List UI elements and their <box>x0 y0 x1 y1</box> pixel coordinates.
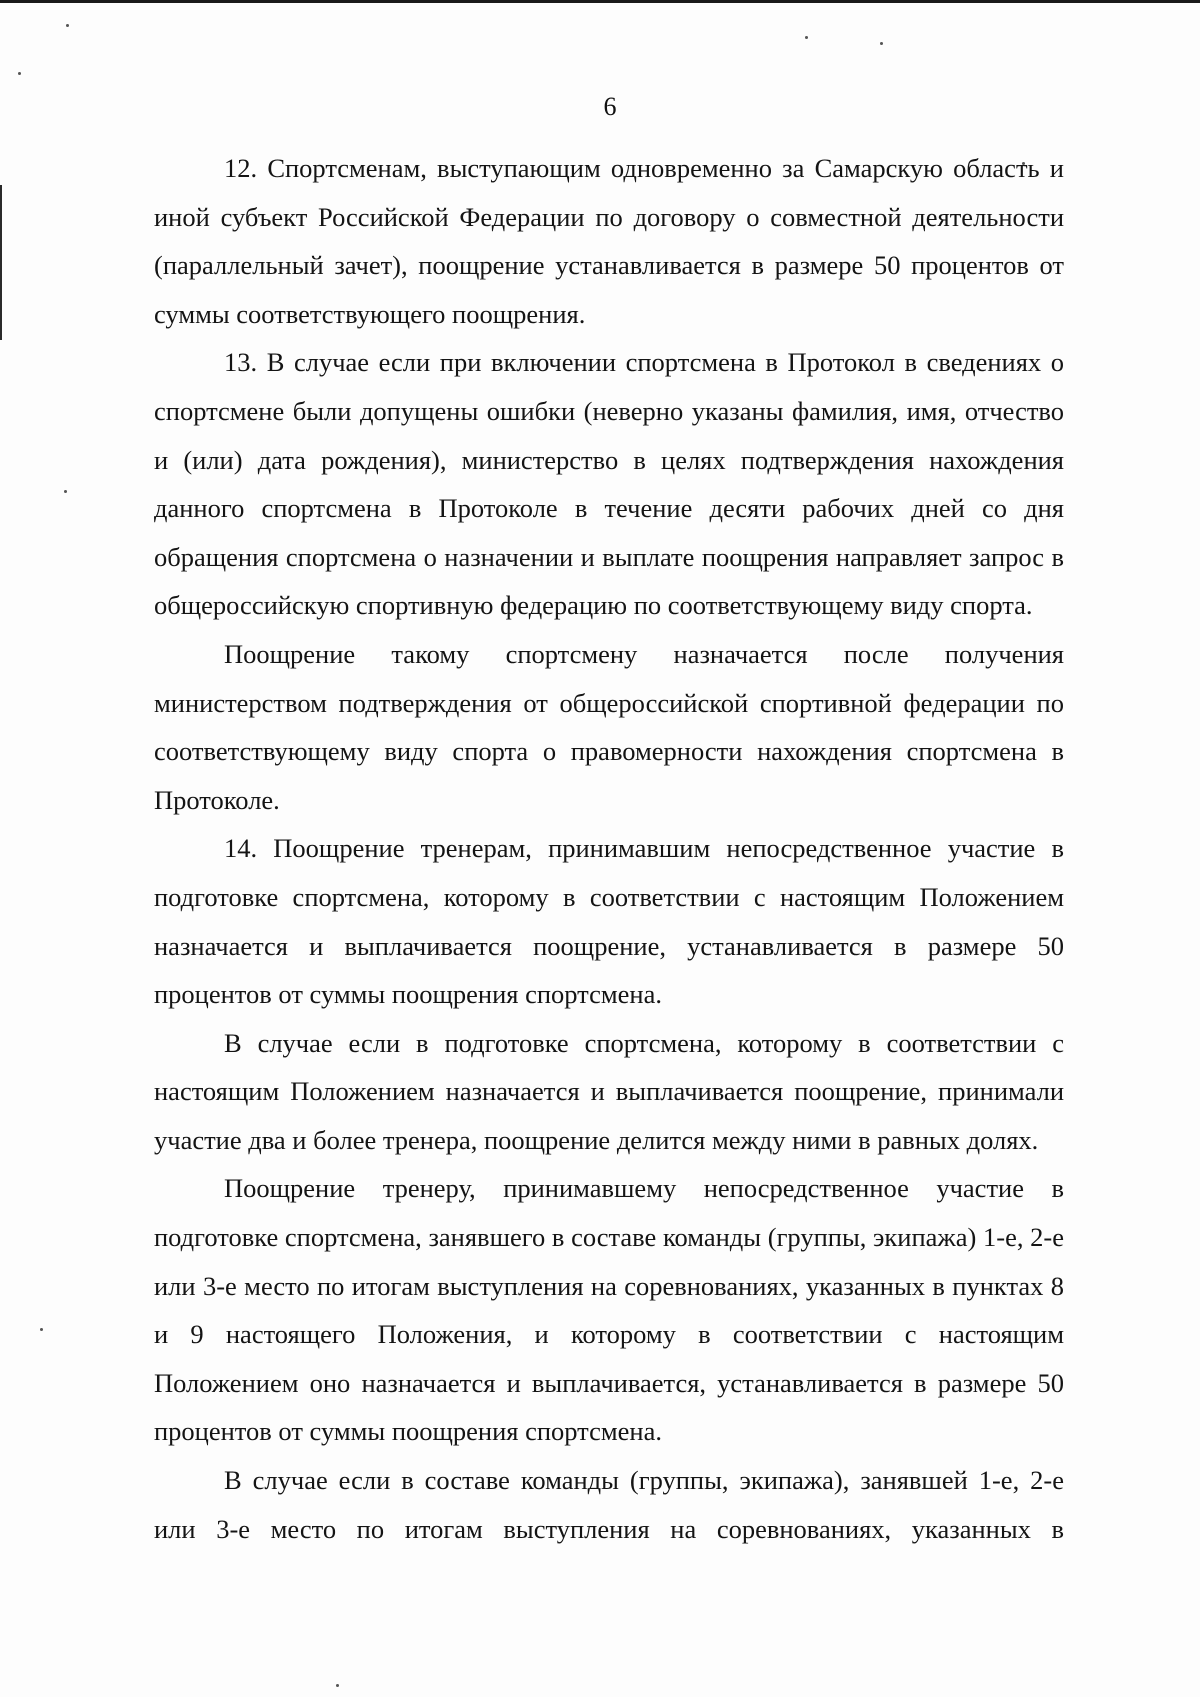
scan-margin-mark <box>0 185 2 340</box>
paragraph-14-team-trainer: Поощрение тренеру, принимавшему непосредственное участие в подготовке спортсмена, занявшего в составе команды (группы, экипажа) 1-е, 2-е или 3-е место по итогам выступления на соревнованиях, указанных в пунктах 8 и 9 настоящего Положения, и которому в соответствии с настоящим Положением оно назначается и выплачивается, устанавливается в размере 50 процентов от суммы поощрения спортсмена. <box>154 1173 1064 1447</box>
scan-speck <box>40 1328 43 1331</box>
paragraph-14-team-case: В случае если в составе команды (группы, экипажа), занявшей 1-е, 2-е или 3-е место по итогам выступления на соревнованиях, указанных в <box>154 1465 1064 1544</box>
scan-speck <box>18 72 21 75</box>
scan-speck <box>880 42 883 45</box>
page-number: 6 <box>603 92 617 121</box>
paragraph-14-shared-trainers: В случае если в подготовке спортсмена, которому в соответствии с настоящим Положением назначается и выплачивается поощрение, принимали участие два и более тренера, поощрение делится между ними в равных долях. <box>154 1027 1064 1155</box>
paragraph-13-continuation: Поощрение такому спортсмену назначается после получения министерством подтверждения от общероссийской спортивной федерации по соответствующему виду спорта о правомерности нахождения спортсмена в Протоколе. <box>154 638 1064 815</box>
document-body <box>154 144 1064 1553</box>
scan-speck <box>336 1684 339 1687</box>
scan-speck <box>805 36 808 39</box>
paragraph-13: 13. В случае если при включении спортсмена в Протокол в сведениях о спортсмене были допущены ошибки (неверно указаны фамилия, имя, отчество и (или) дата рождения), министерство в целях подтверждения нахождения данного спортсмена в Протоколе в течение десяти рабочих дней со дня обращения спортсмена о назначении и выплате поощрения направляет запрос в общероссийскую спортивную федерацию по соответствующему виду спорта. <box>154 347 1064 621</box>
scan-top-border <box>0 0 1200 3</box>
scan-speck <box>64 490 67 493</box>
scan-speck <box>66 24 69 27</box>
paragraph-14: 14. Поощрение тренерам, принимавшим непосредственное участие в подготовке спортсмена, которому в соответствии с настоящим Положением назначается и выплачивается поощрение, устанавливается в размере 50 процентов от суммы поощрения спортсмена. <box>154 833 1064 1010</box>
paragraph-12: 12. Спортсменам, выступающим одновременно за Самарскую область и иной субъект Российской Федерации по договору о совместной деятельности (параллельный зачет), поощрение устанавливается в размере 50 процентов от суммы соответствующего поощрения. <box>154 153 1064 329</box>
